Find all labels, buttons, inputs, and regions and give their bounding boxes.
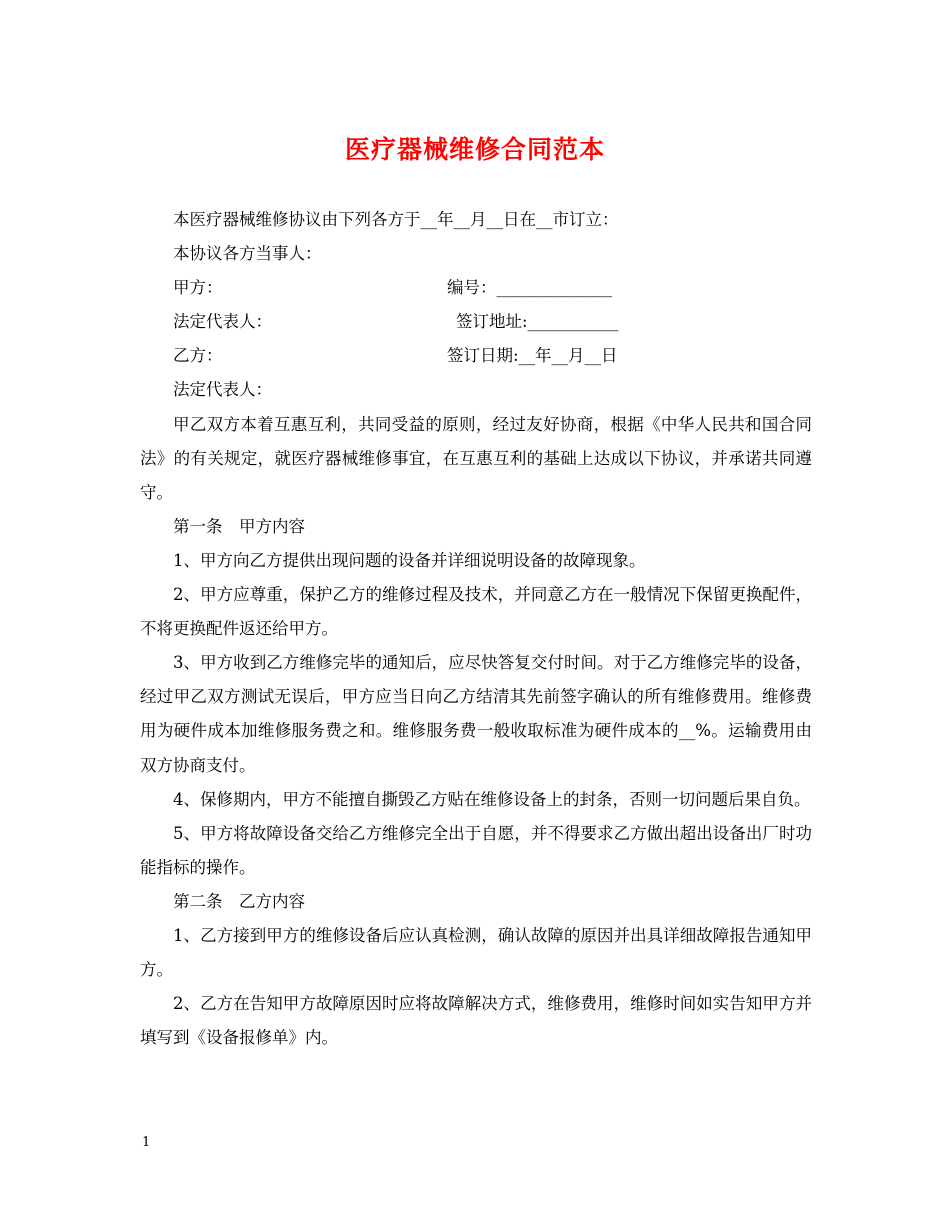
article-1-clause-4: 4、保修期内，甲方不能擅自撕毁乙方贴在维修设备上的封条，否则一切问题后果自负。 bbox=[173, 789, 811, 809]
party-a-label: 甲方： bbox=[173, 278, 223, 298]
party-row bbox=[140, 271, 812, 305]
document-title: 医疗器械维修合同范本 bbox=[344, 135, 605, 164]
article-2-heading: 第二条 乙方内容 bbox=[173, 891, 305, 911]
party-b-label: 乙方： bbox=[173, 346, 223, 366]
article-2-clause-1: 1、乙方接到甲方的维修设备后应认真检测，确认故障的原因并出具详细故障报告通知甲方。 bbox=[140, 925, 812, 980]
article-1-clause-1: 1、甲方向乙方提供出现问题的设备并详细说明设备的故障现象。 bbox=[173, 550, 646, 570]
party-row bbox=[140, 339, 812, 373]
party-row bbox=[140, 373, 812, 407]
document-body bbox=[140, 203, 812, 1055]
signing-address-field: 签订地址:___________ bbox=[456, 312, 619, 332]
article-2-clause-2: 2、乙方在告知甲方故障原因时应将故障解决方式，维修费用，维修时间如实告知甲方并填写到《设备报修单》内。 bbox=[140, 994, 812, 1048]
article-1-clause-5: 5、甲方将故障设备交给乙方维修完全出于自愿，并不得要求乙方做出超出设备出厂时功能指标的操作。 bbox=[140, 823, 812, 877]
parties-heading: 本协议各方当事人： bbox=[173, 244, 322, 264]
signing-date-field: 签订日期:__年__月__日 bbox=[447, 346, 618, 366]
intro-paragraph: 本医疗器械维修协议由下列各方于__年__月__日在__市订立： bbox=[173, 210, 619, 229]
page-number: 1 bbox=[142, 1135, 151, 1150]
party-a-representative-label: 法定代表人： bbox=[173, 312, 272, 332]
article-1-heading: 第一条 甲方内容 bbox=[173, 516, 305, 536]
party-b-representative-label: 法定代表人： bbox=[173, 380, 272, 400]
contract-number-field: 编号：______________ bbox=[447, 278, 612, 298]
preamble-paragraph: 甲乙双方本着互惠互利，共同受益的原则，经过友好协商，根据《中华人民共和国合同法》的有关规定，就医疗器械维修事宜，在互惠互利的基础上达成以下协议，并承诺共同遵守。 bbox=[140, 414, 812, 502]
article-1-clause-2: 2、甲方应尊重，保护乙方的维修过程及技术，并同意乙方在一般情况下保留更换配件，不将更换配件返还给甲方。 bbox=[140, 585, 812, 639]
party-row bbox=[140, 305, 812, 339]
article-1-clause-3: 3、甲方收到乙方维修完毕的通知后，应尽快答复交付时间。对于乙方维修完毕的设备，经过甲乙双方测试无误后，甲方应当日向乙方结清其先前签字确认的所有维修费用。维修费用为硬件成本加维修服务费之和。维修服务费一般收取标准为硬件成本的__%。运输费用由双方协商支付。 bbox=[140, 653, 812, 775]
